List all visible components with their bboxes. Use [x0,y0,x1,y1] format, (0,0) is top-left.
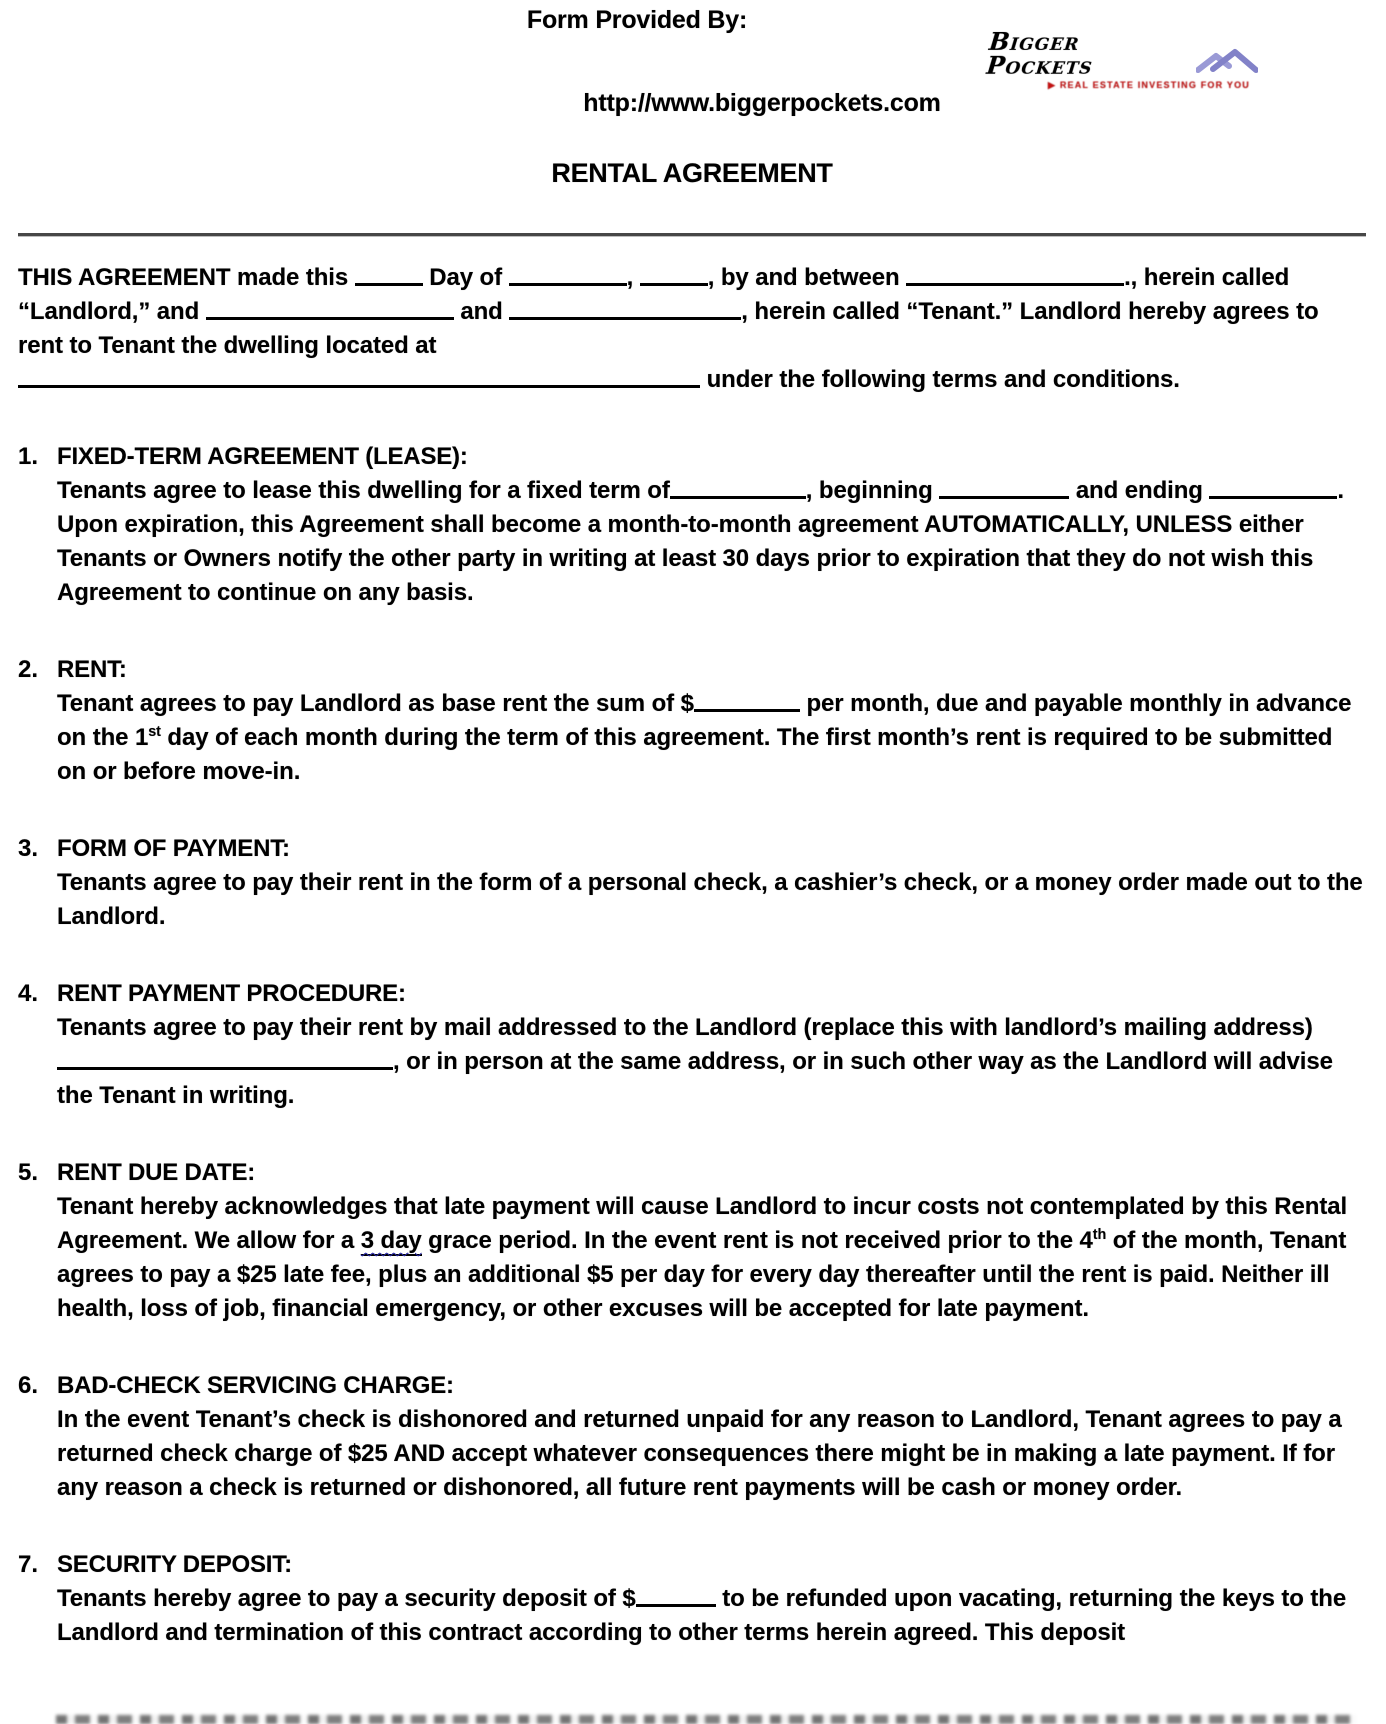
section-body [57,474,1366,610]
section-heading: FIXED-TERM AGREEMENT (LEASE): [57,443,468,470]
blank-landlord-name [906,279,1124,286]
blank-property-address [18,381,700,388]
body-text: Tenant hereby acknowledges that late payment will cause Landlord to incur costs not contemplated by this Rental Agreement. We allow for a [57,1193,1348,1254]
body-text: , beginning [805,477,933,504]
intro-text: , herein called “Tenant.” Landlord hereby agrees to rent to Tenant the dwelling located at [18,298,1319,359]
blank-tenant-name-1 [206,313,454,320]
biggerpockets-logo [985,27,1258,90]
section-item [18,440,1366,610]
logo-tagline: ▶ REAL ESTATE INVESTING FOR YOU [1048,80,1250,90]
intro-text: THIS AGREEMENT made this [18,264,349,291]
logo-brand-text: Bigger Pockets [985,27,1095,80]
blank-mailing-address [57,1063,393,1070]
body-text: day of each month during the term of this agreement. The first month’s rent is required to be submitted on or before move-in. [57,724,1333,785]
section-item [18,1369,1366,1505]
website-url: http://www.biggerpockets.com [583,89,941,117]
intro-text: Day of [429,264,502,291]
section-number: 3. [18,835,39,862]
section-number: 5. [18,1159,39,1186]
body-text: and [1075,477,1119,504]
section-item [18,977,1366,1113]
body-text: , or in person at the same address, or in such other way as the Landlord will advise the Tenant in writing. [57,1048,1333,1109]
section-heading: RENT DUE DATE: [57,1159,256,1186]
section-heading: RENT: [57,656,127,683]
grace-period-underline: 3 day [360,1227,422,1254]
section-number: 6. [18,1372,39,1399]
section-item [18,1548,1366,1650]
section-body: Tenants agree to pay their rent in the form of a personal check, a cashier’s check, or a money order made out to the Landlord. [57,869,1363,930]
body-text: grace period. In the event rent is not received prior to the 4 [421,1227,1093,1254]
section-item [18,653,1366,789]
body-text: Tenant agrees to pay Landlord as base rent the sum of $ [57,690,694,717]
body-text: of the month, Tenant agrees to pay a $25 late fee, plus an additional $5 per day for every day thereafter until the rent is paid. Neither ill health, loss of job, financial emergency, or other excuses will be accepted for late payment. [57,1227,1347,1322]
section-number: 2. [18,656,39,683]
section-body [57,687,1366,789]
intro-text: and [460,298,503,325]
roof-icon [1196,47,1258,78]
body-text: Tenants agree to lease this dwelling for a fixed term of [57,477,670,504]
title-divider [18,233,1366,237]
form-provided-by-label: Form Provided By: [526,6,748,34]
intro-text: under the following terms and conditions. [706,366,1180,393]
section-item [18,1156,1366,1326]
body-text: ending [1124,477,1203,504]
page-title: RENTAL AGREEMENT [551,158,833,188]
section-number: 1. [18,443,39,470]
section-body [57,1011,1366,1113]
intro-text: , [626,264,634,291]
section-body [57,1582,1366,1650]
blank-day [355,279,423,286]
blank-deposit-amount [636,1600,716,1607]
ordinal-suffix: st [148,724,161,740]
intro-paragraph [18,261,1366,397]
ordinal-suffix: th [1092,1227,1107,1243]
body-text: per month, due and payable monthly in advance on the 1 [57,690,1352,751]
blank-month [509,279,627,286]
section-number: 4. [18,980,39,1007]
section-number: 7. [18,1551,39,1578]
blank-lease-term [670,492,806,499]
body-text: Tenants agree to pay their rent by mail addressed to the Landlord (replace this with landlord’s mailing address) [57,1014,1313,1041]
blank-year [640,279,708,286]
section-body: In the event Tenant’s check is dishonored and returned unpaid for any reason to Landlord, Tenant agrees to pay a returned check charge of $25 AND accept whatever consequences there might be in making a late payment. If for any reason a check is returned or dishonored, all future rent payments will be cash or money order. [57,1406,1342,1501]
blank-rent-amount [694,705,800,712]
blank-begin-date [939,492,1069,499]
blank-end-date [1209,492,1337,499]
intro-text: , by and between [707,264,900,291]
page-cutoff-strip [56,1715,1356,1724]
intro-text: ., herein called “Landlord,” and [18,264,1290,325]
section-body [57,1190,1366,1326]
section-heading: SECURITY DEPOSIT: [57,1551,292,1578]
section-heading: RENT PAYMENT PROCEDURE: [57,980,406,1007]
body-text: to be refunded upon vacating, returning the keys to the Landlord and termination of this contract according to other terms herein agreed. This deposit [57,1585,1347,1646]
section-heading: FORM OF PAYMENT: [57,835,290,862]
section-item [18,832,1366,934]
body-text: Tenants hereby agree to pay a security deposit of $ [57,1585,636,1612]
blank-tenant-name-2 [509,313,741,320]
body-text: . Upon expiration, this Agreement shall become a month-to-month agreement AUTOMATICALLY, UNLESS either Tenants or Owners notify the other party in writing at least 30 days prior to expiration that they do not wish this Agreement to continue on any basis. [57,477,1344,606]
section-heading: BAD-CHECK SERVICING CHARGE: [57,1372,454,1399]
